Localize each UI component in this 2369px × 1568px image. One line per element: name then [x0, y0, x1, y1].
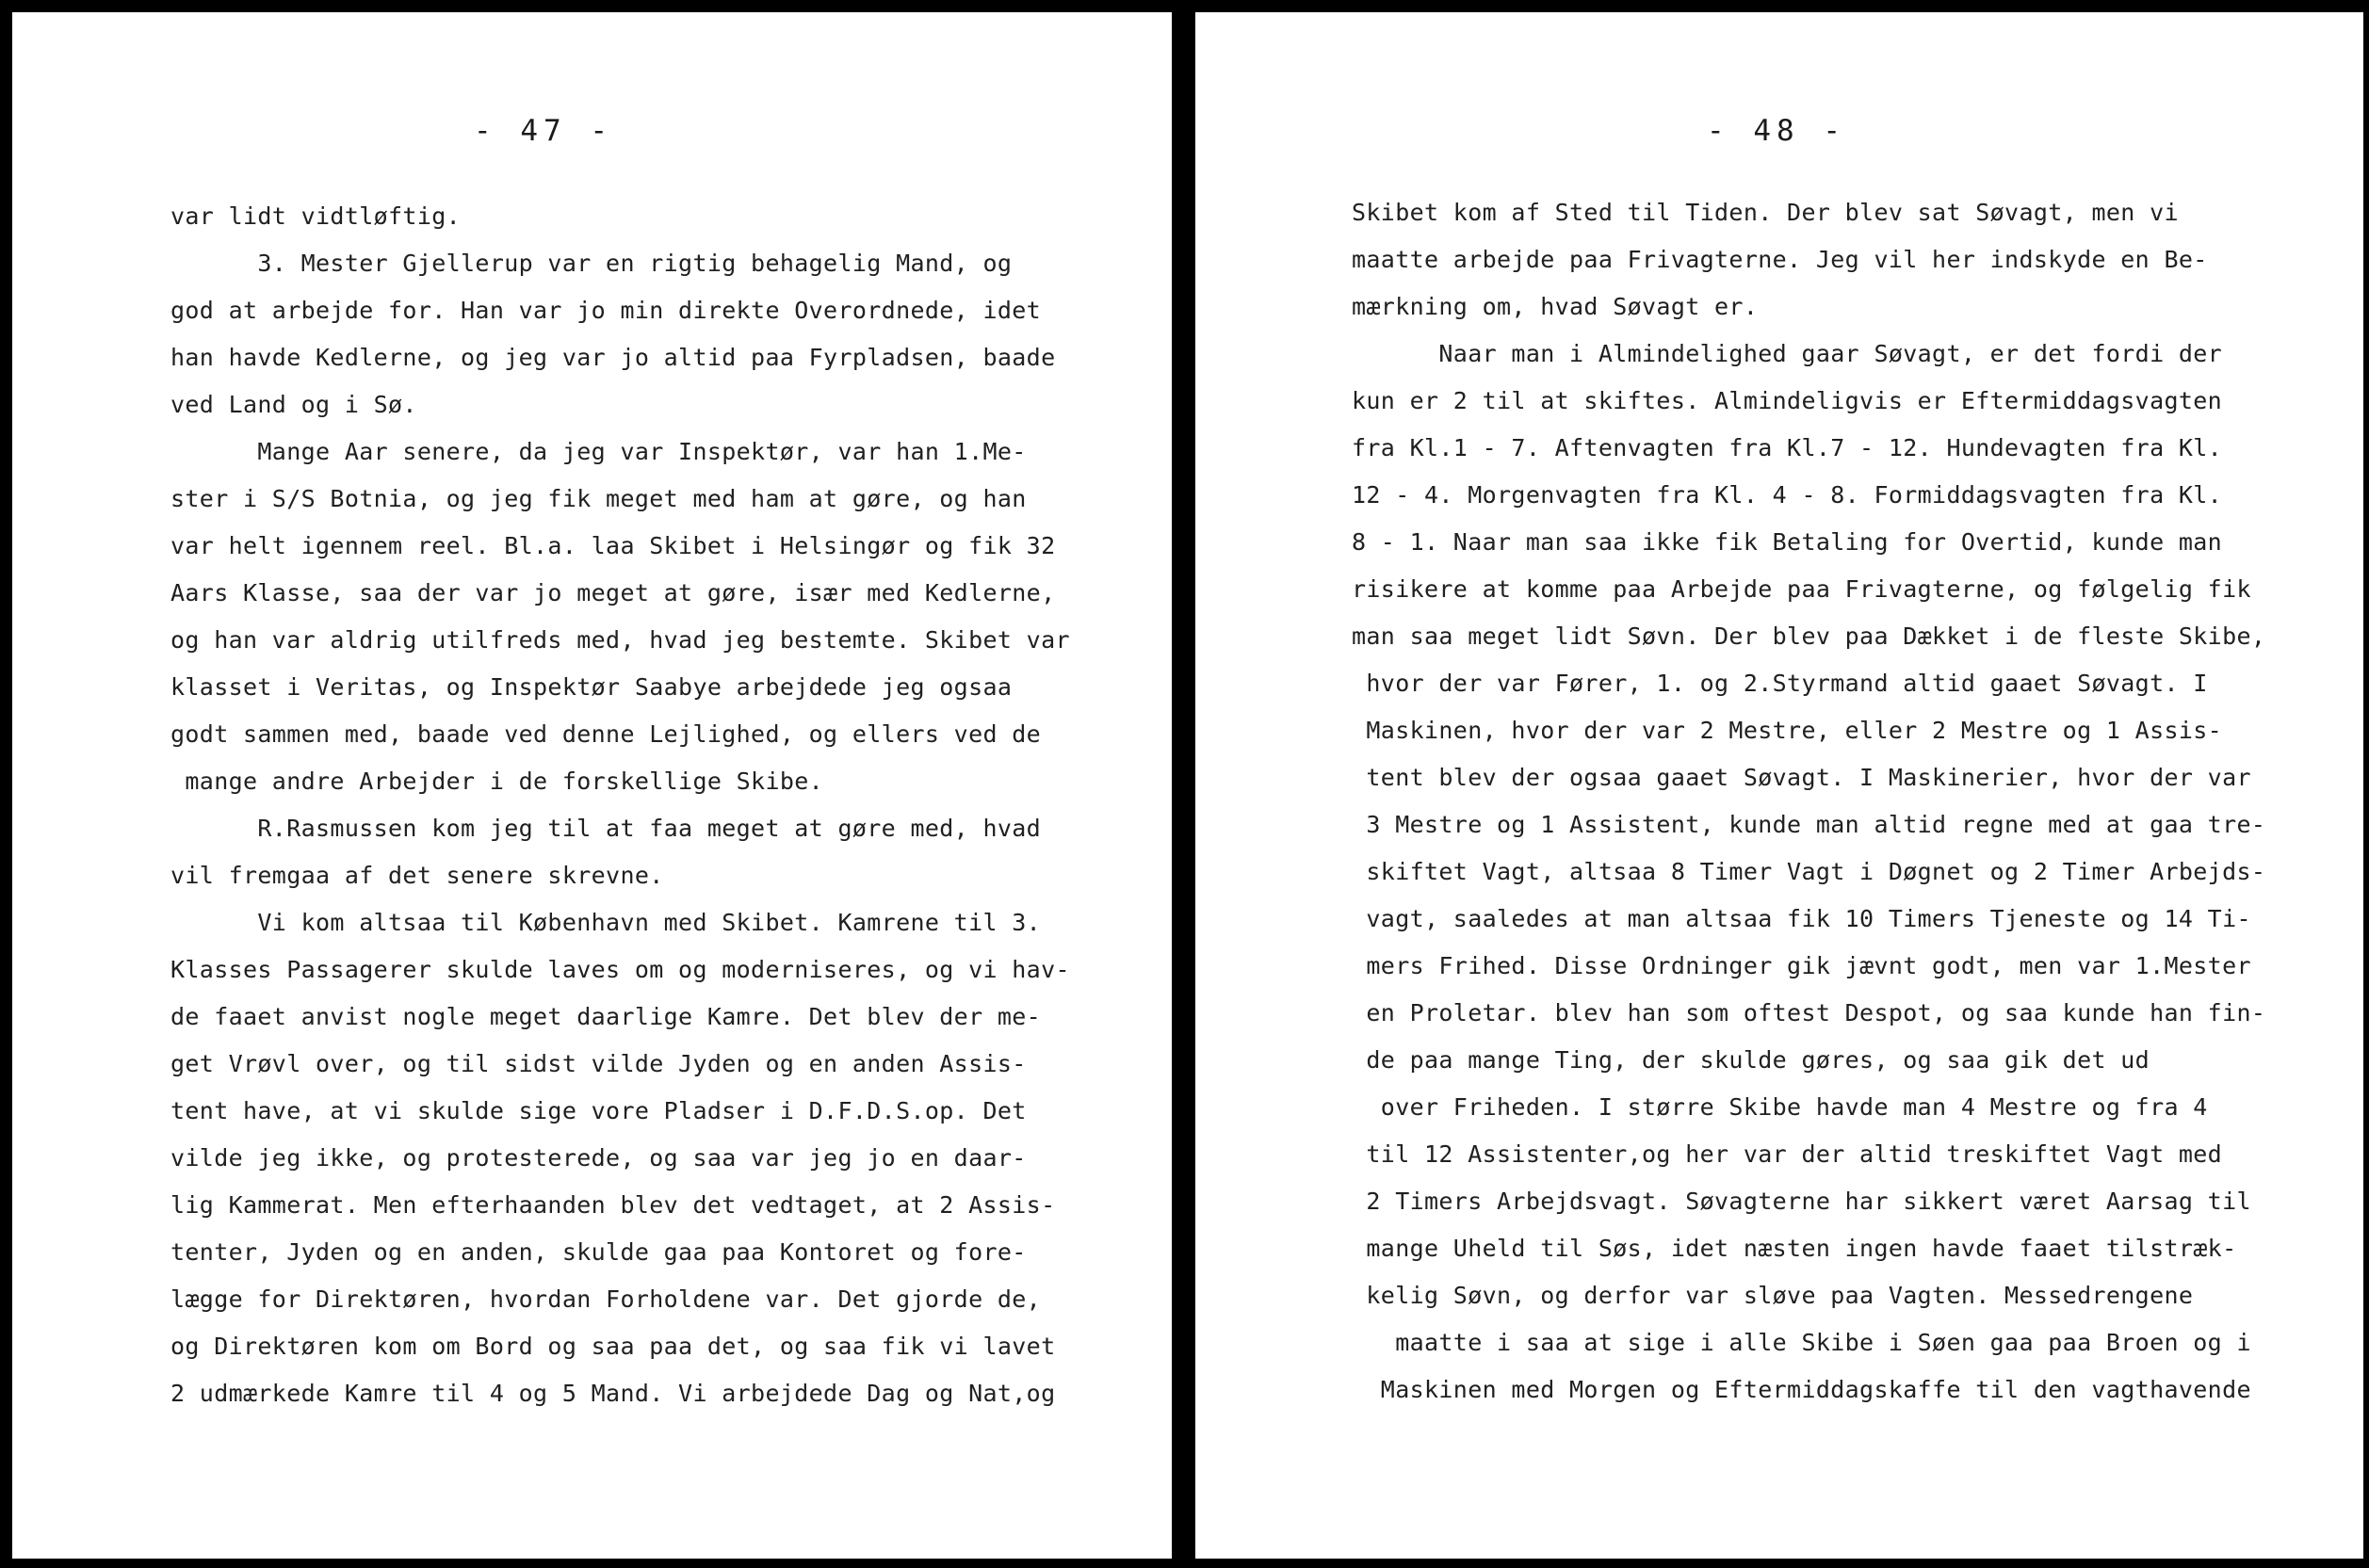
text-line: hvor der var Fører, 1. og 2.Styrmand altid gaaet Søvagt. I: [1352, 670, 2208, 697]
text-line: til 12 Assistenter,og her var der altid treskiftet Vagt med: [1352, 1140, 2223, 1168]
text-line: 12 - 4. Morgenvagten fra Kl. 4 - 8. Formiddagsvagten fra Kl.: [1352, 481, 2223, 509]
text-line: lig Kammerat. Men efterhaanden blev det vedtaget, at 2 Assis-: [170, 1191, 1056, 1219]
text-line: han havde Kedlerne, og jeg var jo altid paa Fyrpladsen, baade: [170, 344, 1056, 371]
page-number: - 47 -: [474, 114, 613, 148]
text-line: god at arbejde for. Han var jo min direkte Overordnede, idet: [170, 297, 1042, 324]
text-line: fra Kl.1 - 7. Aftenvagten fra Kl.7 - 12. Hundevagten fra Kl.: [1352, 434, 2223, 461]
text-line: risikere at komme paa Arbejde paa Frivagterne, og følgelig fik: [1352, 575, 2251, 603]
text-line: get Vrøvl over, og til sidst vilde Jyden og en anden Assis-: [170, 1050, 1027, 1077]
text-line: tenter, Jyden og en anden, skulde gaa paa Kontoret og fore-: [170, 1238, 1027, 1266]
text-line: 8 - 1. Naar man saa ikke fik Betaling for Overtid, kunde man: [1352, 528, 2223, 556]
text-line: R.Rasmussen kom jeg til at faa meget at gøre med, hvad: [170, 815, 1042, 842]
text-line: de paa mange Ting, der skulde gøres, og saa gik det ud: [1352, 1046, 2150, 1074]
text-line: 2 Timers Arbejdsvagt. Søvagterne har sikkert været Aarsag til: [1352, 1188, 2251, 1215]
text-line: skiftet Vagt, altsaa 8 Timer Vagt i Døgnet og 2 Timer Arbejds-: [1352, 858, 2266, 885]
text-line: kelig Søvn, og derfor var sløve paa Vagten. Messedrengene: [1352, 1282, 2194, 1309]
text-line: ster i S/S Botnia, og jeg fik meget med ham at gøre, og han: [170, 485, 1027, 512]
text-line: og Direktøren kom om Bord og saa paa det, og saa fik vi lavet: [170, 1333, 1056, 1360]
text-line: kun er 2 til at skiftes. Almindeligvis er Eftermiddagsvagten: [1352, 387, 2223, 414]
text-line: vil fremgaa af det senere skrevne.: [170, 862, 664, 889]
text-line: tent blev der ogsaa gaaet Søvagt. I Maskinerier, hvor der var: [1352, 764, 2251, 791]
text-line: en Proletar. blev han som oftest Despot, og saa kunde han fin-: [1352, 999, 2266, 1026]
text-line: Maskinen med Morgen og Eftermiddagskaffe til den vagthavende: [1352, 1376, 2251, 1403]
text-line: godt sammen med, baade ved denne Lejlighed, og ellers ved de: [170, 720, 1042, 748]
text-line: 3 Mestre og 1 Assistent, kunde man altid regne med at gaa tre-: [1352, 811, 2266, 838]
text-line: 3. Mester Gjellerup var en rigtig behagelig Mand, og: [170, 250, 1013, 277]
text-line: lægge for Direktøren, hvordan Forholdene var. Det gjorde de,: [170, 1285, 1042, 1313]
right-page: [1195, 12, 2363, 1559]
text-line: Klasses Passagerer skulde laves om og moderniseres, og vi hav-: [170, 956, 1070, 983]
page-number: - 48 -: [1707, 114, 1846, 148]
text-line: Skibet kom af Sted til Tiden. Der blev sat Søvagt, men vi: [1352, 199, 2179, 226]
text-line: ved Land og i Sø.: [170, 391, 417, 418]
body-text: [1352, 189, 2265, 1414]
text-line: Naar man i Almindelighed gaar Søvagt, er det fordi der: [1352, 340, 2223, 367]
text-line: over Friheden. I større Skibe havde man 4 Mestre og fra 4: [1352, 1093, 2208, 1121]
text-line: vagt, saaledes at man altsaa fik 10 Timers Tjeneste og 14 Ti-: [1352, 905, 2251, 932]
text-line: vilde jeg ikke, og protesterede, og saa var jeg jo en daar-: [170, 1144, 1027, 1172]
text-line: tent have, at vi skulde sige vore Pladser i D.F.D.S.op. Det: [170, 1097, 1027, 1124]
text-line: man saa meget lidt Søvn. Der blev paa Dækket i de fleste Skibe,: [1352, 622, 2266, 650]
text-line: de faaet anvist nogle meget daarlige Kamre. Det blev der me-: [170, 1003, 1042, 1030]
text-line: og han var aldrig utilfreds med, hvad jeg bestemte. Skibet var: [170, 626, 1070, 654]
text-line: maatte arbejde paa Frivagterne. Jeg vil her indskyde en Be-: [1352, 246, 2208, 273]
text-line: mange andre Arbejder i de forskellige Skibe.: [170, 768, 824, 795]
text-line: var lidt vidtløftig.: [170, 202, 462, 230]
text-line: Aars Klasse, saa der var jo meget at gøre, især med Kedlerne,: [170, 579, 1056, 606]
text-line: mers Frihed. Disse Ordninger gik jævnt godt, men var 1.Mester: [1352, 952, 2251, 979]
text-line: Vi kom altsaa til København med Skibet. Kamrene til 3.: [170, 909, 1042, 936]
text-line: Maskinen, hvor der var 2 Mestre, eller 2 Mestre og 1 Assis-: [1352, 717, 2223, 744]
text-line: 2 udmærkede Kamre til 4 og 5 Mand. Vi arbejdede Dag og Nat,og: [170, 1380, 1056, 1407]
text-line: klasset i Veritas, og Inspektør Saabye arbejdede jeg ogsaa: [170, 673, 1013, 701]
text-line: var helt igennem reel. Bl.a. laa Skibet i Helsingør og fik 32: [170, 532, 1056, 559]
left-page: [12, 12, 1172, 1559]
body-text: [170, 193, 1070, 1417]
text-line: Mange Aar senere, da jeg var Inspektør, var han 1.Me-: [170, 438, 1027, 465]
text-line: maatte i saa at sige i alle Skibe i Søen gaa paa Broen og i: [1352, 1329, 2251, 1356]
text-line: mærkning om, hvad Søvagt er.: [1352, 293, 1759, 320]
text-line: mange Uheld til Søs, idet næsten ingen havde faaet tilstræk-: [1352, 1235, 2237, 1262]
